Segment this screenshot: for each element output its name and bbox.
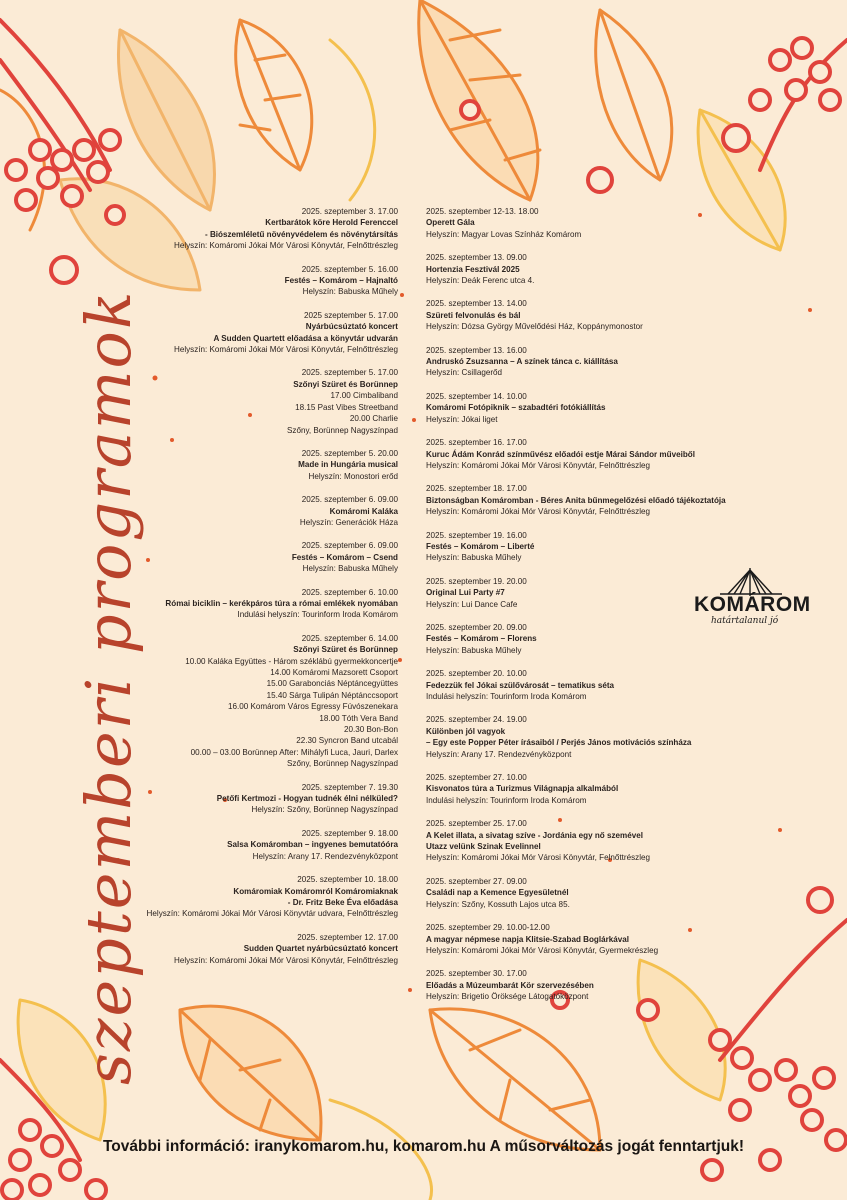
event-item [68,540,398,574]
event-date: 2025. szeptember 6. 10.00 [301,587,398,597]
event-item [426,876,776,910]
event-detail: Helyszín: Babuska Műhely [426,645,522,655]
event-detail: Helyszín: Babuska Műhely [426,553,522,563]
event-title: Komáromiak Komáromról Komáromiaknak [233,886,398,896]
event-item [68,448,398,482]
event-detail: Helyszín: Babuska Műhely [302,287,398,297]
event-detail: Helyszín: Monostori erőd [308,471,398,481]
event-title: Salsa Komáromban – ingyenes bemutatóóra [227,840,398,850]
event-detail: Helyszín: Babuska Műhely [302,564,398,574]
event-title: Festés – Komárom – Csend [291,552,398,562]
event-title: A magyar népmese napja Klitsie-Szabad Boglárkával [426,934,630,944]
event-item [426,772,776,806]
event-title: Festés – Komárom – Hajnaltó [284,276,398,286]
event-item [68,367,398,435]
event-item [426,622,776,656]
event-date: 2025. szeptember 9. 18.00 [301,828,398,838]
event-detail: Helyszín: Dózsa György Művelődési Ház, Koppánymonostor [426,322,643,332]
event-date: 2025. szeptember 18. 17.00 [426,484,527,494]
event-detail: Indulási helyszín: Tourinform Iroda Komárom [426,795,587,805]
event-detail: Helyszín: Magyar Lovas Színház Komárom [426,229,582,239]
event-detail: Helyszín: Komáromi Jókai Mór Városi Könyvtár, Felnőttrészleg [426,507,651,517]
event-title: Hortenzia Fesztivál 2025 [426,264,520,274]
event-detail: Szőny, Borünnep Nagyszínpad [287,759,398,769]
event-item [426,922,776,956]
event-detail: Helyszín: Komáromi Jókai Mór Városi Könyvtár, Felnőttrészleg [173,955,398,965]
event-detail: 15.00 Garabonciás Néptáncegyüttes [266,679,398,689]
event-date: 2025. szeptember 20. 09.00 [426,622,527,632]
event-date: 2025 szeptember 5. 17.00 [303,310,398,320]
event-date: 2025. szeptember 13. 09.00 [426,253,527,263]
event-title: Különben jól vagyok [426,726,506,736]
event-title: Családi nap a Kemence Egyesületnél [426,888,569,898]
event-item [426,968,776,1002]
event-title: Előadás a Múzeumbarát Kör szervezésében [426,980,594,990]
event-detail: Helyszín: Brigetio Öröksége Látogatóközpont [426,992,589,1002]
page-title: szeptemberi programok [72,289,145,1085]
event-item [68,932,398,966]
event-date: 2025. szeptember 13. 16.00 [426,345,527,355]
event-title: Kisvonatos túra a Turizmus Világnapja alkalmából [426,784,619,794]
logo-wordmark: KOMÁROM [694,593,811,616]
event-title: - Dr. Fritz Beke Éva előadása [287,897,398,907]
footer-info: További információ: iranykomarom.hu, komarom.hu A műsorváltozás jogát fenntartjuk! [102,1138,745,1155]
event-item [68,587,398,621]
event-detail: Helyszín: Arany 17. Rendezvényközpont [252,851,398,861]
event-detail: 16.00 Komárom Város Egressy Fúvószenekara [227,702,398,712]
event-item [426,298,776,332]
event-title: Made in Hungária musical [298,460,398,470]
event-date: 2025. szeptember 6. 14.00 [301,633,398,643]
event-date: 2025. szeptember 5. 20.00 [301,448,398,458]
event-detail: 22.30 Syncron Band utcabál [296,736,398,746]
event-item [426,252,776,286]
event-detail: 00.00 – 03.00 Borünnep After: Mihályfi Luca, Jauri, Darlex [190,747,398,757]
event-detail: Helyszín: Generációk Háza [299,517,398,527]
event-title: - Biószemléletű növényvédelem és növénytársítás [205,229,398,239]
event-date: 2025. szeptember 12. 17.00 [297,932,398,942]
event-item [426,530,776,564]
event-detail: 20.30 Bon-Bon [343,725,398,735]
event-title: Original Lui Party #7 [426,588,505,598]
event-item [426,391,776,425]
event-date: 2025. szeptember 14. 10.00 [426,391,527,401]
event-item [68,310,398,356]
event-title: Római biciklin – kerékpáros túra a római emlékek nyomában [165,598,398,608]
event-detail: Helyszín: Lui Dance Cafe [426,599,518,609]
event-title: Komáromi Kaláka [329,506,398,516]
event-detail: Helyszín: Komáromi Jókai Mór Városi Könyvtár, Felnőttrészleg [426,460,651,470]
event-item [426,345,776,379]
event-date: 2025. szeptember 3. 17.00 [301,207,398,216]
event-date: 2025. szeptember 19. 20.00 [426,576,527,586]
event-date: 2025. szeptember 7. 19.30 [301,782,398,792]
event-title: Sudden Quartet nyárbúcsúztató koncert [243,944,398,954]
event-item [426,714,776,760]
event-title: Fedezzük fel Jókai szülővárosát – tematikus séta [426,680,615,690]
event-date: 2025. szeptember 5. 16.00 [301,264,398,274]
komarom-logo [694,566,811,626]
event-list-left [68,206,398,978]
event-item [426,668,776,702]
event-item [68,264,398,298]
event-item [426,483,776,517]
event-item [68,494,398,528]
event-detail: 17.00 Cimbaliband [330,391,398,401]
event-title: Petőfi Kertmozi - Hogyan tudnék élni nélküled? [216,794,398,804]
event-detail: 10.00 Kaláka Együttes - Három széklábú gyermekkoncertje [185,656,398,666]
event-title: Operett Gála [426,218,475,228]
event-detail: Helyszín: Komáromi Jókai Mór Városi Könyvtár udvara, Felnőttrészleg [146,909,398,919]
event-detail: Helyszín: Komáromi Jókai Mór Városi Könyvtár, Felnőttrészleg [173,345,398,355]
event-item [68,633,398,770]
event-detail: Helyszín: Jókai liget [426,414,498,424]
event-item [68,206,398,252]
event-detail: 18.15 Past Vibes Streetband [295,402,398,412]
event-date: 2025. szeptember 5. 17.00 [301,368,398,378]
event-detail: Helyszín: Deák Ferenc utca 4. [426,276,535,286]
event-date: 2025. szeptember 20. 10.00 [426,669,527,679]
event-date: 2025. szeptember 24. 19.00 [426,715,527,725]
event-detail: Indulási helyszín: Tourinform Iroda Komárom [426,692,587,701]
event-item [68,782,398,816]
event-detail: 18.00 Tóth Vera Band [319,713,398,723]
event-date: 2025. szeptember 13. 14.00 [426,299,527,309]
event-detail: Szőny, Borünnep Nagyszínpad [287,425,398,435]
event-title: A Kelet illata, a sivatag szíve - Jordánia egy nő szemével [426,830,643,840]
event-title: Kuruc Ádám Konrád színművész előadói estje Márai Sándor műveiből [426,449,695,459]
event-date: 2025. szeptember 30. 17.00 [426,969,527,979]
event-date: 2025. szeptember 12-13. 18.00 [426,207,539,216]
event-title: Biztonságban Komáromban - Béres Anita bűnmegelőzési előadó tájékoztatója [426,495,726,505]
event-detail: Helyszín: Arany 17. Rendezvényközpont [426,749,572,759]
event-title: Andruskó Zsuzsanna – A színek tánca c. kiállítása [426,357,618,367]
event-date: 2025. szeptember 27. 09.00 [426,876,527,886]
event-title: A Sudden Quartett előadása a könyvtár udvarán [213,333,398,343]
event-detail: Helyszín: Komáromi Jókai Mór Városi Könyvtár, Felnőttrészleg [426,853,651,863]
logo-tagline: határtalanul jó [711,616,779,626]
event-detail: Helyszín: Szőny, Borünnep Nagyszínpad [251,805,398,815]
event-item [68,828,398,862]
event-title: Kertbarátok köre Herold Ferenccel [265,218,398,228]
event-date: 2025. szeptember 29. 10.00-12.00 [426,923,550,933]
leaf-decoration [419,0,672,200]
event-title: Szőnyi Szüret és Borünnep [293,645,398,655]
event-item [426,206,776,240]
event-detail: Helyszín: Szőny, Kossuth Lajos utca 85. [426,899,570,909]
event-detail: Helyszín: Komáromi Jókai Mór Városi Könyvtár, Felnőttrészleg [173,241,398,251]
event-detail: Indulási helyszín: Tourinform Iroda Komárom [237,610,398,620]
event-title: Nyárbúcsúztató koncert [305,322,398,332]
event-item [426,437,776,471]
event-title: Utazz velünk Szinak Evelinnel [426,842,541,852]
event-date: 2025. szeptember 6. 09.00 [301,495,398,505]
event-detail: 15.40 Sárga Tulipán Néptánccsoport [266,690,398,700]
event-title: Szüreti felvonulás és bál [426,310,521,320]
event-date: 2025. szeptember 27. 10.00 [426,773,527,783]
event-title: Szőnyi Szüret és Borünnep [293,379,398,389]
event-detail: Helyszín: Csillagerőd [426,368,503,378]
event-item [426,818,776,864]
event-date: 2025. szeptember 10. 18.00 [297,875,398,885]
event-title: Komáromi Fotópiknik – szabadtéri fotókiállítás [426,403,606,413]
event-detail: Helyszín: Komáromi Jókai Mór Városi Könyvtár, Gyermekrészleg [426,945,659,955]
event-date: 2025. szeptember 6. 09.00 [301,541,398,551]
event-date: 2025. szeptember 16. 17.00 [426,438,527,448]
event-title: Festés – Komárom – Liberté [426,541,535,551]
event-date: 2025. szeptember 25. 17.00 [426,819,527,829]
event-item [68,874,398,920]
event-detail: 14.00 Komáromi Mazsorett Csoport [270,668,398,677]
event-title: Festés – Komárom – Florens [426,634,537,644]
event-detail: 20.00 Charlie [349,414,398,424]
event-date: 2025. szeptember 19. 16.00 [426,530,527,540]
event-title: – Egy este Popper Péter írásaiból / Perjés János motivációs színháza [426,738,692,748]
